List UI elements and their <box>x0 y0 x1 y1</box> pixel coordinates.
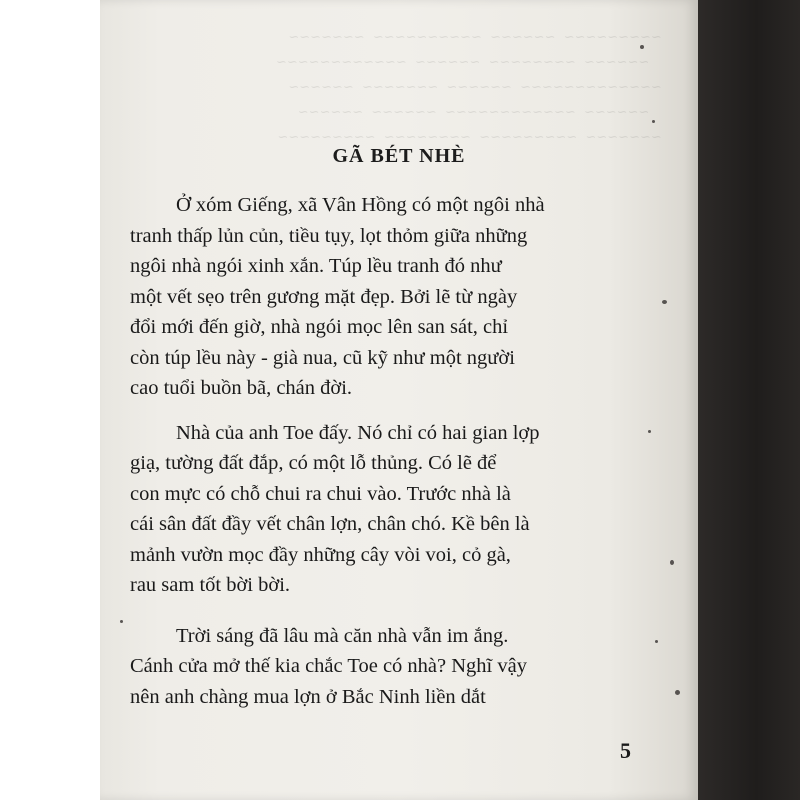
paper-speck <box>640 45 644 49</box>
paper-speck <box>675 690 680 695</box>
text-line: mảnh vườn mọc đầy những cây vòi voi, cỏ gà, <box>130 543 511 566</box>
text-line: cao tuổi buồn bã, chán đời. <box>130 377 353 399</box>
chapter-title: GÃ BÉT NHÈ <box>332 145 466 167</box>
text-line: Trời sáng đã lâu mà căn nhà vẫn im ắng. <box>176 624 509 647</box>
text-line: tranh thấp lủn củn, tiều tụy, lọt thỏm giữa những <box>130 224 528 247</box>
body-text <box>130 190 630 712</box>
text-line: ngôi nhà ngói xinh xắn. Túp lều tranh đó như <box>130 255 502 277</box>
text-line: cái sân đất đầy vết chân lợn, chân chó. Kề bên là <box>130 513 530 535</box>
text-line: Nhà của anh Toe đấy. Nó chỉ có hai gian lợp <box>176 421 540 444</box>
text-line: nên anh chàng mua lợn ở Bắc Ninh liền dắt <box>130 685 486 708</box>
paper-speck <box>670 560 674 565</box>
text-line: Ở xóm Giếng, xã Vân Hồng có một ngôi nhà <box>176 194 545 216</box>
text-line: Cánh cửa mở thế kia chắc Toe có nhà? Nghĩ vậy <box>130 655 527 677</box>
paper-speck <box>120 620 123 623</box>
text-line: đổi mới đến giờ, nhà ngói mọc lên san sát, chỉ <box>130 316 509 338</box>
paper-speck <box>655 640 658 643</box>
page-number: 5 <box>620 738 631 763</box>
text-line: một vết sẹo trên gương mặt đẹp. Bởi lẽ từ ngày <box>130 285 518 308</box>
text-line: con mực có chỗ chui ra chui vào. Trước nhà là <box>130 482 511 505</box>
text-line: còn túp lều này - già nua, cũ kỹ như một người <box>130 346 515 369</box>
show-through-texture: ~~~~~~~~~ ~~~~~~ ~~~~~~~~~~ ~~~~~~~ ~~~~~~ ~~~~~~~~ ~~~~~~ ~~~~~~~~~~~~ ~~~~~~~~~~~~~ ~~~~~~ ~~~~~~~ ~~~~~~ ~~~~~~ ~~~~~~~~~~~~ ~~~~~~ ~~~~~~ ~~~~~~~ ~~~~~~~~~ ~~~~~~~~ ~~~~~~~~~ <box>275 30 662 145</box>
book-page <box>100 0 698 800</box>
paper-speck <box>648 430 651 433</box>
background-right <box>690 0 800 800</box>
background-left <box>0 0 100 800</box>
text-line: rau sam tốt bời bời. <box>130 574 291 596</box>
paper-speck <box>662 300 667 304</box>
paper-speck <box>652 120 655 123</box>
text-line: giạ, tường đất đắp, có một lỗ thủng. Có lẽ để <box>130 452 497 474</box>
